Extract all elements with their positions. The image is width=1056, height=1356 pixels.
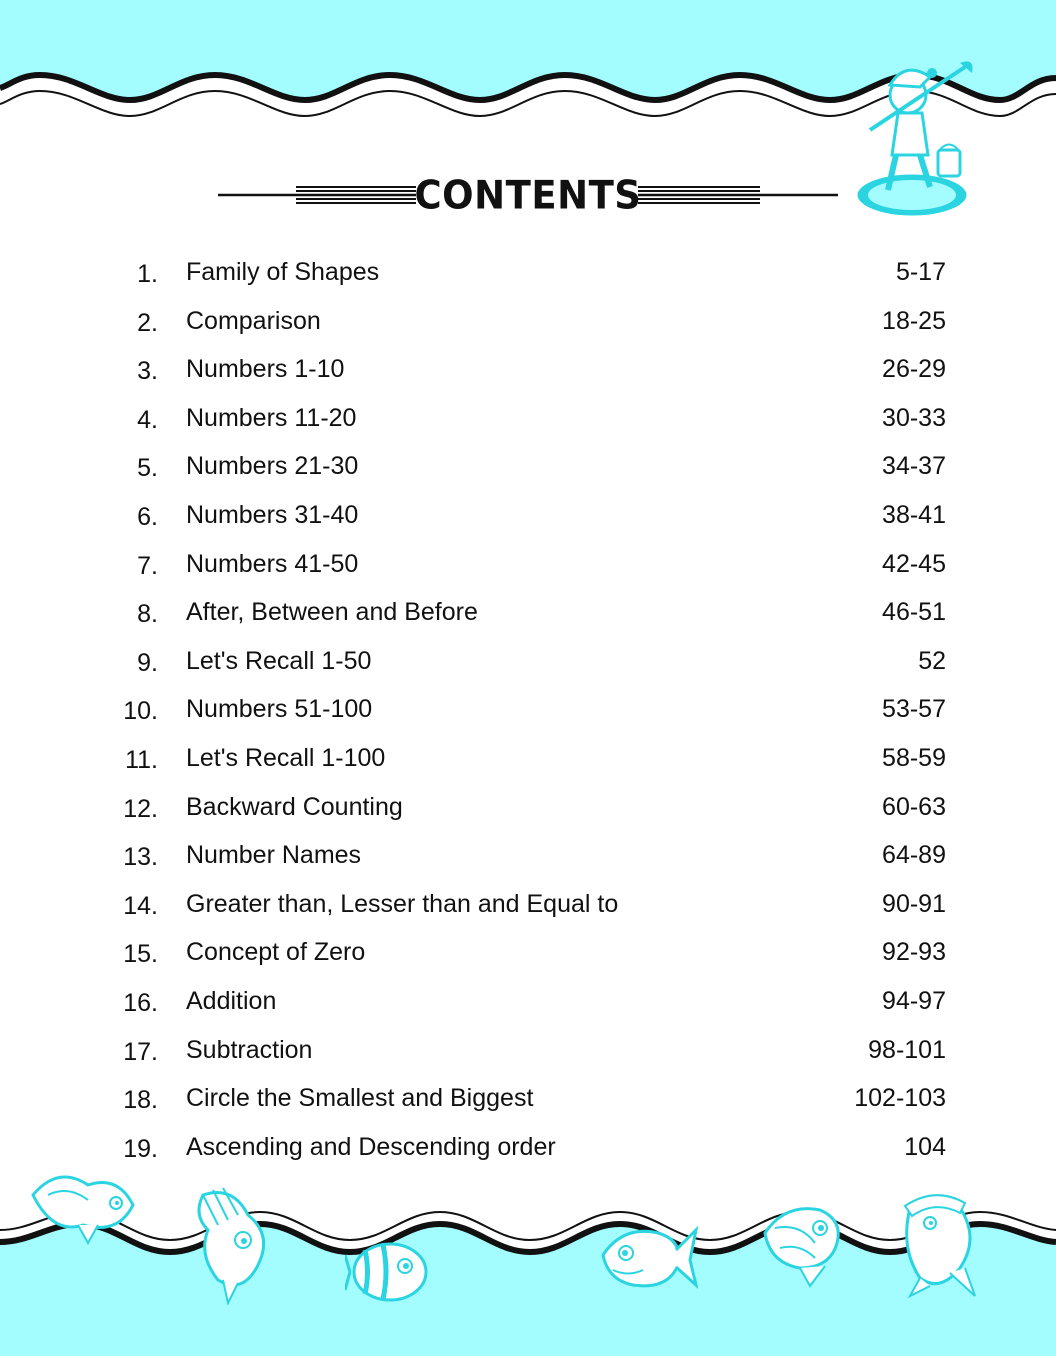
toc-entry-pages: 52 [918,646,946,675]
toc-entry-title: Subtraction [186,1035,313,1064]
heading-right-rule [638,184,840,206]
toc-entry-title: Numbers 21-30 [186,452,359,481]
toc-entry [0,297,1056,345]
toc-entry-pages: 30-33 [882,403,946,432]
toc-entry-number: 1. [137,260,158,288]
toc-entry-number: 8. [137,600,158,629]
toc-entry-pages: 98-101 [868,1035,946,1064]
toc-entry-pages: 42-45 [882,549,946,578]
toc-entry-number: 17. [123,1037,158,1066]
toc-entry-pages: 64-89 [882,841,946,870]
toc-entry-number: 13. [123,843,158,872]
toc-entry [0,540,1056,588]
toc-entry [0,394,1056,442]
toc-entry-pages: 104 [904,1132,946,1161]
toc-entry-pages: 18-25 [882,306,946,335]
toc-entry-number: 18. [123,1086,158,1115]
toc-entry-pages: 90-91 [882,889,946,918]
toc-entry-title: After, Between and Before [186,598,478,627]
toc-entry [0,734,1056,782]
toc-entry [0,345,1056,393]
toc-entry-title: Let's Recall 1-50 [186,646,372,675]
toc-entry-pages: 92-93 [882,938,946,967]
toc-entry-number: 12. [123,794,158,823]
toc-entry-number: 6. [137,503,158,531]
toc-entry [0,977,1056,1025]
page-title: CONTENTS [414,172,642,219]
toc-entry-number: 19. [123,1134,158,1163]
toc-entry [0,588,1056,636]
toc-entry-title: Greater than, Lesser than and Equal to [186,889,619,918]
toc-entry [0,783,1056,831]
toc-entry [0,1026,1056,1074]
toc-entry-pages: 58-59 [882,744,946,772]
toc-entry-title: Let's Recall 1-100 [186,744,386,772]
fish-illustration [188,1185,278,1305]
fish-illustration [598,1215,698,1293]
toc-entry-title: Number Names [186,841,362,870]
fish-illustration [28,1165,140,1245]
toc-entry-pages: 60-63 [882,792,946,821]
toc-entry-number: 14. [123,891,158,920]
toc-entry-title: Numbers 1-10 [186,355,345,384]
toc-entry-title: Numbers 11-20 [186,403,357,432]
toc-entry [0,248,1056,296]
toc-entry-number: 5. [137,454,158,483]
painter-boy-illustration [850,55,980,225]
toc-entry-title: Addition [186,987,277,1015]
toc-entry-number: 16. [123,989,158,1017]
toc-entry-number: 3. [137,357,158,386]
toc-entry-pages: 34-37 [882,452,946,481]
toc-entry-number: 2. [137,308,158,337]
toc-entry-number: 9. [137,648,158,677]
toc-entry-number: 15. [123,940,158,969]
toc-entry [0,442,1056,490]
toc-entry-title: Numbers 41-50 [186,549,359,578]
toc-entry [0,491,1056,539]
toc-entry-title: Backward Counting [186,792,403,821]
toc-entry [0,1123,1056,1171]
toc-entry [0,637,1056,685]
toc-entry-title: Numbers 31-40 [186,501,359,529]
toc-entry [0,928,1056,976]
toc-entry [0,1074,1056,1122]
toc-entry-pages: 53-57 [882,695,946,724]
clownfish-illustration [345,1230,435,1310]
toc-entry-pages: 46-51 [882,598,946,627]
fish-illustration [755,1198,845,1288]
toc-entry-title: Concept of Zero [186,938,366,967]
toc-entry-number: 11. [125,746,158,774]
toc-entry [0,831,1056,879]
toc-entry-number: 10. [123,697,158,726]
toc-entry-number: 7. [137,551,158,580]
toc-entry-title: Comparison [186,306,321,335]
contents-heading-row [216,170,840,220]
toc-entry-pages: 5-17 [895,258,946,286]
toc-entry-pages: 38-41 [882,501,946,529]
fish-illustration [890,1188,990,1300]
toc-entry-pages: 26-29 [882,355,946,384]
toc-entry-title: Numbers 51-100 [186,695,373,724]
toc-entry-title: Ascending and Descending order [186,1132,556,1161]
toc-entry-title: Family of Shapes [186,258,380,286]
toc-entry-title: Circle the Smallest and Biggest [186,1084,534,1113]
toc-entry [0,685,1056,733]
toc-entry [0,880,1056,928]
toc-entry-number: 4. [137,405,158,434]
toc-entry-pages: 102-103 [854,1084,946,1113]
toc-entry-pages: 94-97 [882,987,946,1015]
